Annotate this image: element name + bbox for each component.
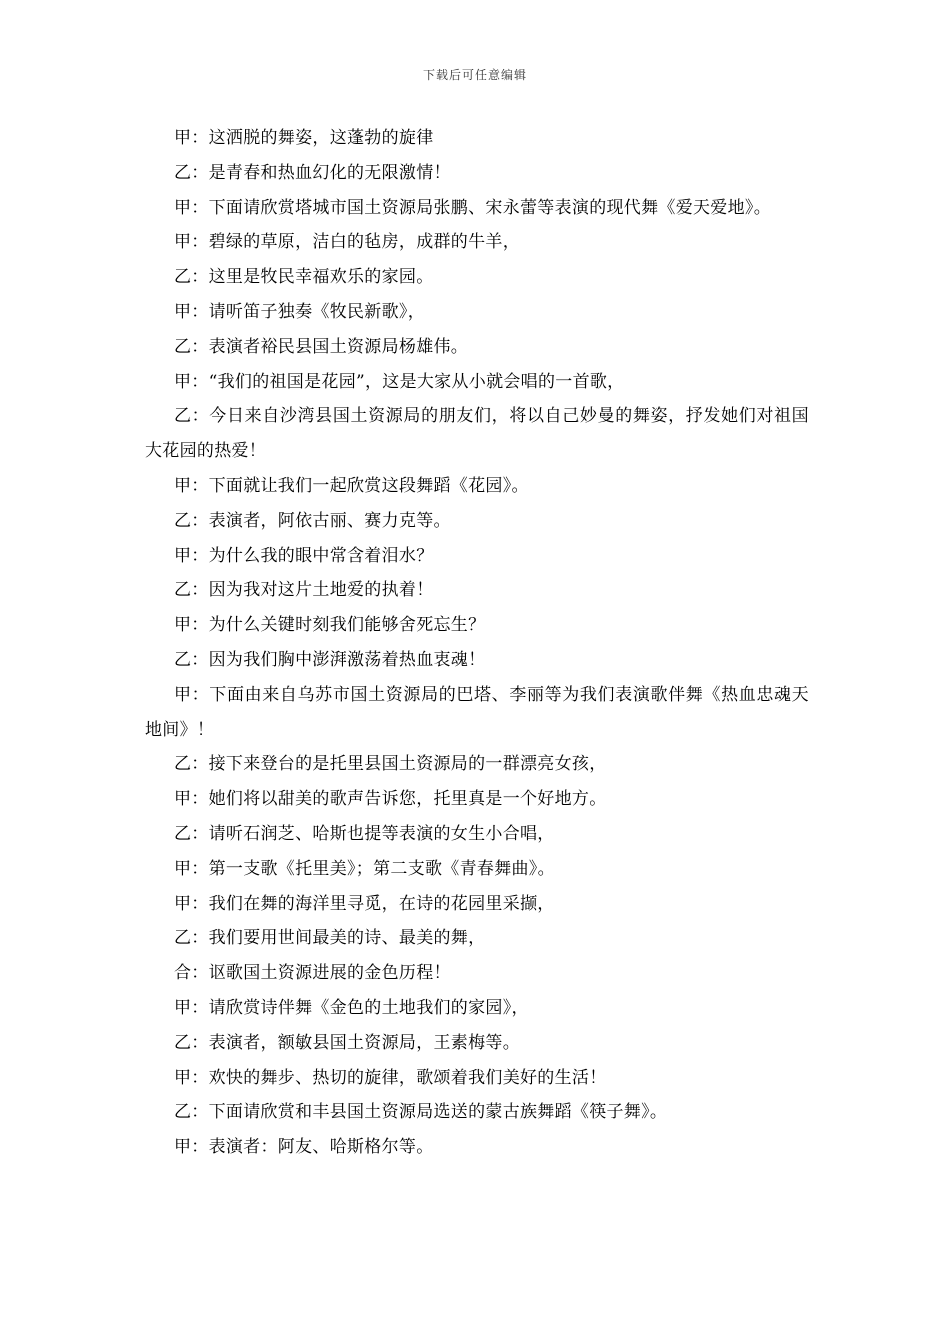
- paragraph: 甲：欢快的舞步、热切的旋律，歌颂着我们美好的生活！: [174, 1067, 607, 1088]
- paragraph: 甲：表演者：阿友、哈斯格尔等。: [174, 1137, 434, 1158]
- document-body: [145, 121, 809, 1165]
- page-header: 下载后可任意编辑: [422, 68, 527, 82]
- paragraph: 乙：因为我对这片土地爱的执着！: [174, 580, 434, 601]
- paragraph: 乙：下面请欣赏和丰县国土资源局选送的蒙古族舞蹈《筷子舞》。: [174, 1102, 668, 1123]
- paragraph: 甲：为什么关键时刻我们能够舍死忘生？: [174, 615, 486, 636]
- paragraph: 甲：下面由来自乌苏市国土资源局的巴塔、李丽等为我们表演歌伴舞《热血忠魂天地间》！: [145, 684, 809, 740]
- paragraph: 乙：表演者，阿依古丽、赛力克等。: [174, 510, 451, 531]
- paragraph: 乙：接下来登台的是托里县国土资源局的一群漂亮女孩，: [174, 754, 607, 775]
- paragraph: 甲：第一支歌《托里美》；第二支歌《青春舞曲》。: [174, 858, 555, 879]
- paragraph: 甲：请欣赏诗伴舞《金色的土地我们的家园》，: [174, 997, 529, 1018]
- paragraph: 合：讴歌国土资源进展的金色历程！: [174, 963, 451, 984]
- paragraph: 乙：请听石润芝、哈斯也提等表演的女生小合唱，: [174, 823, 555, 844]
- paragraph: 甲：为什么我的眼中常含着泪水？: [174, 545, 434, 566]
- paragraph: 乙：表演者裕民县国土资源局杨雄伟。: [174, 336, 469, 357]
- paragraph: 乙：这里是牧民幸福欢乐的家园。: [174, 267, 434, 288]
- paragraph: 乙：是青春和热血幻化的无限激情！: [174, 162, 451, 183]
- paragraph: 甲：“我们的祖国是花园”，这是大家从小就会唱的一首歌，: [174, 371, 625, 392]
- paragraph: 甲：她们将以甜美的歌声告诉您，托里真是一个好地方。: [174, 789, 607, 810]
- paragraph: 甲：这洒脱的舞姿，这蓬勃的旋律: [174, 128, 434, 148]
- paragraph: 甲：碧绿的草原，洁白的毡房，成群的牛羊，: [174, 232, 520, 253]
- paragraph: 甲：下面就让我们一起欣赏这段舞蹈《花园》。: [174, 475, 529, 496]
- paragraph: 乙：表演者，额敏县国土资源局，王素梅等。: [174, 1032, 520, 1053]
- paragraph: 甲：下面请欣赏塔城市国土资源局张鹏、宋永蕾等表演的现代舞《爱天爱地》。: [174, 197, 771, 218]
- paragraph: 乙：我们要用世间最美的诗、最美的舞，: [174, 928, 486, 949]
- paragraph: 甲：我们在舞的海洋里寻觅，在诗的花园里采撷，: [174, 893, 555, 914]
- paragraph: 乙：因为我们胸中澎湃激荡着热血衷魂！: [174, 649, 486, 670]
- paragraph: 甲：请听笛子独奏《牧民新歌》，: [174, 301, 425, 322]
- paragraph: 乙：今日来自沙湾县国土资源局的朋友们，将以自己妙曼的舞姿，抒发她们对祖国大花园的热爱！: [145, 406, 809, 462]
